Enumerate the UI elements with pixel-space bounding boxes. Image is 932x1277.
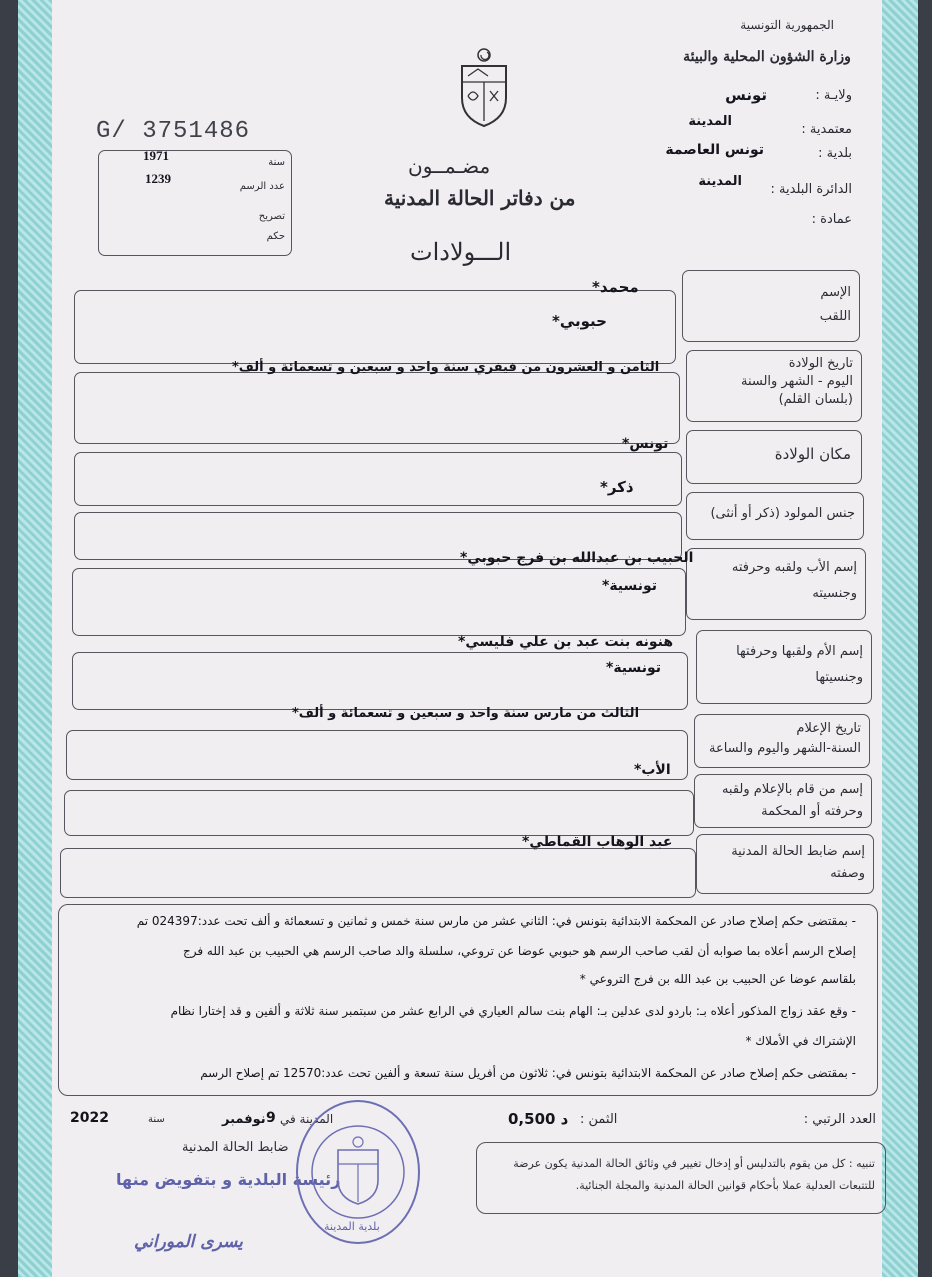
officer-title: ضابط الحالة المدنية [182, 1140, 289, 1155]
coat-of-arms-icon [456, 46, 512, 128]
field-label-box-birthdate [686, 350, 862, 422]
field-value-name-last: حبوبي* [552, 312, 607, 330]
warning-text: تنبيه : كل من يقوم بالتدليس أو إدخال تغيير في وثائق الحالة المدنية يكون عرضة للتتبعات العدلية عملا بأحكام قوانين الحالة المدنية والمجلة الجنائية. [513, 1157, 875, 1192]
delegation-value: المدينة [688, 114, 732, 129]
field-label-box-officer [696, 834, 874, 894]
extract-title: مضـمــون [408, 154, 491, 178]
year-label: سنة [268, 157, 285, 168]
annotation-line: - بمقتضى حكم إصلاح صادر عن المحكمة الابتدائية بتونس في: ثلاثون من أفريل سنة تسعة و ألفين تحت عدد:12570 تم إصلاح الرسم [200, 1066, 856, 1080]
field-label-father: إسم الأب ولقبه وحرفته وجنسيته [731, 560, 857, 601]
annotation-line: الإشتراك في الأملاك * [745, 1034, 856, 1048]
field-label-box-name [682, 270, 860, 342]
official-stamp [296, 1100, 420, 1244]
field-label-birthplace: مكان الولادة [774, 445, 851, 463]
field-value-officer: عبد الوهاب القماطي* [522, 834, 673, 850]
serial-number: G/ 3751486 [96, 118, 251, 145]
officer-signature: يسرى الموراني [134, 1232, 243, 1252]
field-value-box-declaration-date [66, 730, 688, 780]
field-value-box-birthplace [74, 452, 682, 506]
field-label-declarant: إسم من قام بالإعلام ولقبه وحرفته أو المحكمة [721, 782, 863, 819]
annotation-line: إصلاح الرسم أعلاه بما صوابه أن لقب صاحب الرسم هو حبوبي عوضا عن تروعي، سلسلة والد صاحب الرسم هي الحبيب بن عبد الله فرج [182, 944, 856, 958]
field-label-box-declaration-date [694, 714, 870, 768]
warning-box [476, 1142, 886, 1214]
district-label: الدائرة البلدية : [770, 182, 852, 197]
field-value-box-mother [72, 652, 688, 710]
field-value-box-officer [60, 848, 696, 898]
field-label-declaration-date: تاريخ الإعلام السنة-الشهر واليوم والساعة [708, 721, 861, 756]
year-value: 1971 [143, 148, 169, 163]
governorate-label: ولايـة : [815, 88, 852, 103]
annotation-line: - وقع عقد زواج المذكور أعلاه بـ: باردو لدى عدلين بـ: الهام بنت سالم العياري في الرابع عشر من سبتمبر سنة ثلاثة و ألفين و قد إختارا نظام [170, 1004, 856, 1018]
footer-year: 2022 [70, 1110, 109, 1126]
declaration-label: تصريح [258, 211, 285, 222]
municipality-label: بلدية : [818, 146, 852, 161]
imada-label: عمادة : [811, 212, 852, 227]
annotation-line: بلقاسم عوضا عن الحبيب بن عبد الله بن فرج التروعي * [579, 972, 856, 986]
field-label-name: الإسم اللقب [819, 285, 851, 324]
field-value-birthplace: تونس* [622, 436, 669, 452]
field-value-father-nationality: تونسية* [602, 578, 658, 594]
field-value-birthdate: الثامن و العشرون من فيفري سنة واحد و سبعين و تسعمائة و ألف* [232, 360, 660, 375]
delegation-label: معتمدية : [801, 122, 852, 137]
field-value-father: الحبيب بن عبدالله بن فرج حبوبي* [460, 550, 694, 566]
price-label: الثمن : [580, 1112, 618, 1127]
price-value: 0,500 د [508, 1110, 569, 1128]
judgment-label: حكم [266, 231, 285, 242]
governorate-value: تونس [725, 86, 767, 104]
field-value-mother-nationality: تونسية* [606, 660, 662, 676]
republic-label: الجمهورية التونسية [740, 18, 834, 32]
number-label: عدد الرسم [239, 181, 285, 192]
field-value-declarant: الأب* [634, 762, 671, 778]
field-label-sex: جنس المولود (ذكر أو أنثى) [710, 506, 855, 521]
field-value-name-first: محمد* [592, 278, 639, 296]
field-value-sex: ذكر* [600, 478, 634, 496]
district-value: المدينة [698, 174, 742, 189]
municipal-stamp-text: رئيسة البلدية و بتفويض منها [116, 1170, 341, 1189]
document-border [18, 0, 918, 1277]
ministry-label: وزارة الشؤون المحلية والبيئة [683, 49, 851, 65]
field-value-mother: هنونه بنت عبد بن علي فليسي* [458, 634, 674, 650]
field-label-birthdate: تاريخ الولادة اليوم - الشهر والسنة (بلسان القلم) [740, 356, 853, 407]
year-label-footer: سنة [148, 1114, 165, 1125]
annotation-line: - بمقتضى حكم إصلاح صادر عن المحكمة الابتدائية بتونس في: الثاني عشر من مارس سنة خمس و ثمانين و تسعمائة و ألف تحت عدد:024397 تم [136, 914, 856, 928]
document-sheet [52, 0, 882, 1277]
field-label-box-mother [696, 630, 872, 704]
number-value: 1239 [145, 171, 171, 186]
stamp-text: بلدية المدينة [324, 1220, 380, 1233]
field-value-box-birthdate [74, 372, 680, 444]
field-label-box-birthplace [686, 430, 862, 484]
record-box [98, 150, 292, 256]
serial-label: العدد الرتبي : [803, 1112, 876, 1127]
field-value-box-father [72, 568, 686, 636]
issued-at: المدينة في [280, 1112, 334, 1126]
field-label-officer: إسم ضابط الحالة المدنية وصفته [731, 844, 865, 881]
section-title: الـــولادات [410, 238, 512, 266]
municipality-value: تونس العاصمة [665, 142, 764, 158]
field-label-box-father [686, 548, 866, 620]
field-label-box-sex [686, 492, 864, 540]
field-label-box-declarant [694, 774, 872, 828]
field-value-box-declarant [64, 790, 694, 836]
footer-month: نوفمبر [222, 1112, 266, 1127]
field-label-mother: إسم الأم ولقبها وحرفتها وجنسيتها [736, 644, 863, 685]
field-value-declaration-date: الثالث من مارس سنة واحد و سبعين و تسعمائة و ألف* [292, 706, 640, 721]
extract-subtitle: من دفاتر الحالة المدنية [384, 186, 576, 210]
footer-day: 9 [266, 1110, 276, 1126]
